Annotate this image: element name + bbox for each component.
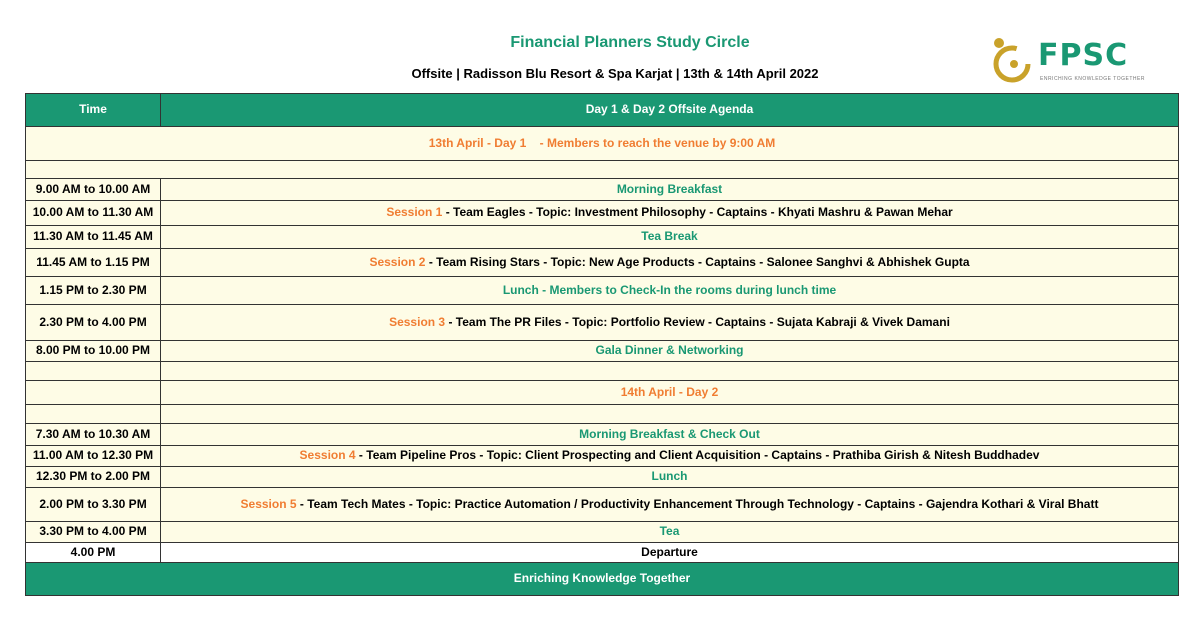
row-time: 7.30 AM to 10.30 AM — [26, 424, 161, 446]
table-header-row — [26, 94, 1179, 127]
day1-heading — [26, 127, 1179, 161]
session-label: Session 1 — [386, 205, 443, 220]
spacer-cell — [26, 405, 161, 424]
spacer-row — [26, 161, 1179, 179]
spacer-cell — [26, 161, 1179, 179]
row-event: Lunch — [161, 467, 1179, 488]
row-time: 9.00 AM to 10.00 AM — [26, 179, 161, 201]
session-detail: - Team The PR Files - Topic: Portfolio Review - Captains - Sujata Kabraji & Vivek Damani — [448, 314, 950, 329]
session-detail: - Team Eagles - Topic: Investment Philosophy - Captains - Khyati Mashru & Pawan Mehar — [445, 205, 953, 220]
row-session — [161, 249, 1179, 277]
row-event: Morning Breakfast — [161, 179, 1179, 201]
table-row — [26, 446, 1179, 467]
table-row — [26, 179, 1179, 201]
row-time: 1.15 PM to 2.30 PM — [26, 277, 161, 305]
table-row — [26, 341, 1179, 362]
day1-heading-row — [26, 127, 1179, 161]
table-row — [26, 249, 1179, 277]
row-event: Tea — [161, 522, 1179, 543]
column-header-time: Time — [26, 94, 161, 127]
row-time: 11.30 AM to 11.45 AM — [26, 226, 161, 249]
session-detail: - Team Pipeline Pros - Topic: Client Prospecting and Client Acquisition - Captains - Prathiba Girish & Nitesh Buddhadev — [358, 448, 1040, 463]
table-row — [26, 522, 1179, 543]
spacer-row — [26, 405, 1179, 424]
page-title: Financial Planners Study Circle — [510, 34, 750, 51]
table-row — [26, 467, 1179, 488]
table-row — [26, 488, 1179, 522]
row-event: Morning Breakfast & Check Out — [161, 424, 1179, 446]
row-time: 3.30 PM to 4.00 PM — [26, 522, 161, 543]
column-header-agenda: Day 1 & Day 2 Offsite Agenda — [161, 94, 1179, 127]
logo-tagline: ENRICHING KNOWLEDGE TOGETHER — [1040, 76, 1145, 82]
row-session — [161, 201, 1179, 226]
row-time: 8.00 PM to 10.00 PM — [26, 341, 161, 362]
row-time: 12.30 PM to 2.00 PM — [26, 467, 161, 488]
table-row — [26, 424, 1179, 446]
fpsc-logo — [990, 36, 1145, 88]
footer-tagline: Enriching Knowledge Together — [26, 563, 1179, 596]
logo-wordmark: FPSC — [1038, 38, 1129, 73]
day1-heading-note: - Members to reach the venue by 9:00 AM — [539, 135, 776, 150]
session-detail: - Team Rising Stars - Topic: New Age Products - Captains - Salonee Sanghvi & Abhishek Gupta — [428, 254, 970, 269]
row-session — [161, 446, 1179, 467]
spacer-cell — [161, 362, 1179, 381]
row-time: 11.45 AM to 1.15 PM — [26, 249, 161, 277]
row-event: Gala Dinner & Networking — [161, 341, 1179, 362]
session-label: Session 5 — [240, 496, 297, 511]
row-session — [161, 488, 1179, 522]
agenda-table — [25, 93, 1179, 596]
session-label: Session 3 — [389, 314, 446, 329]
day2-heading-row — [26, 381, 1179, 405]
fpsc-emblem-icon — [990, 36, 1034, 88]
table-row — [26, 226, 1179, 249]
session-detail: - Team Tech Mates - Topic: Practice Automation / Productivity Enhancement Through Technology - Captains - Gajendra Kothari & Viral Bhatt — [299, 496, 1099, 511]
row-time: 10.00 AM to 11.30 AM — [26, 201, 161, 226]
session-label: Session 2 — [369, 254, 426, 269]
day1-heading-date: 13th April - Day 1 — [428, 135, 527, 150]
table-row — [26, 305, 1179, 341]
row-time: 11.00 AM to 12.30 PM — [26, 446, 161, 467]
spacer-cell — [161, 405, 1179, 424]
session-label: Session 4 — [299, 448, 356, 463]
table-row — [26, 277, 1179, 305]
spacer-cell — [26, 362, 161, 381]
table-row — [26, 201, 1179, 226]
row-session — [161, 305, 1179, 341]
day2-heading: 14th April - Day 2 — [161, 381, 1179, 405]
row-event: Lunch - Members to Check-In the rooms during lunch time — [161, 277, 1179, 305]
row-event: Tea Break — [161, 226, 1179, 249]
row-time: 2.30 PM to 4.00 PM — [26, 305, 161, 341]
page-subtitle: Offsite | Radisson Blu Resort & Spa Karjat | 13th & 14th April 2022 — [411, 66, 819, 81]
spacer-row — [26, 362, 1179, 381]
table-row — [26, 543, 1179, 563]
row-time: 2.00 PM to 3.30 PM — [26, 488, 161, 522]
spacer-cell — [26, 381, 161, 405]
row-event: Departure — [161, 543, 1179, 563]
footer-row — [26, 563, 1179, 596]
row-time: 4.00 PM — [26, 543, 161, 563]
